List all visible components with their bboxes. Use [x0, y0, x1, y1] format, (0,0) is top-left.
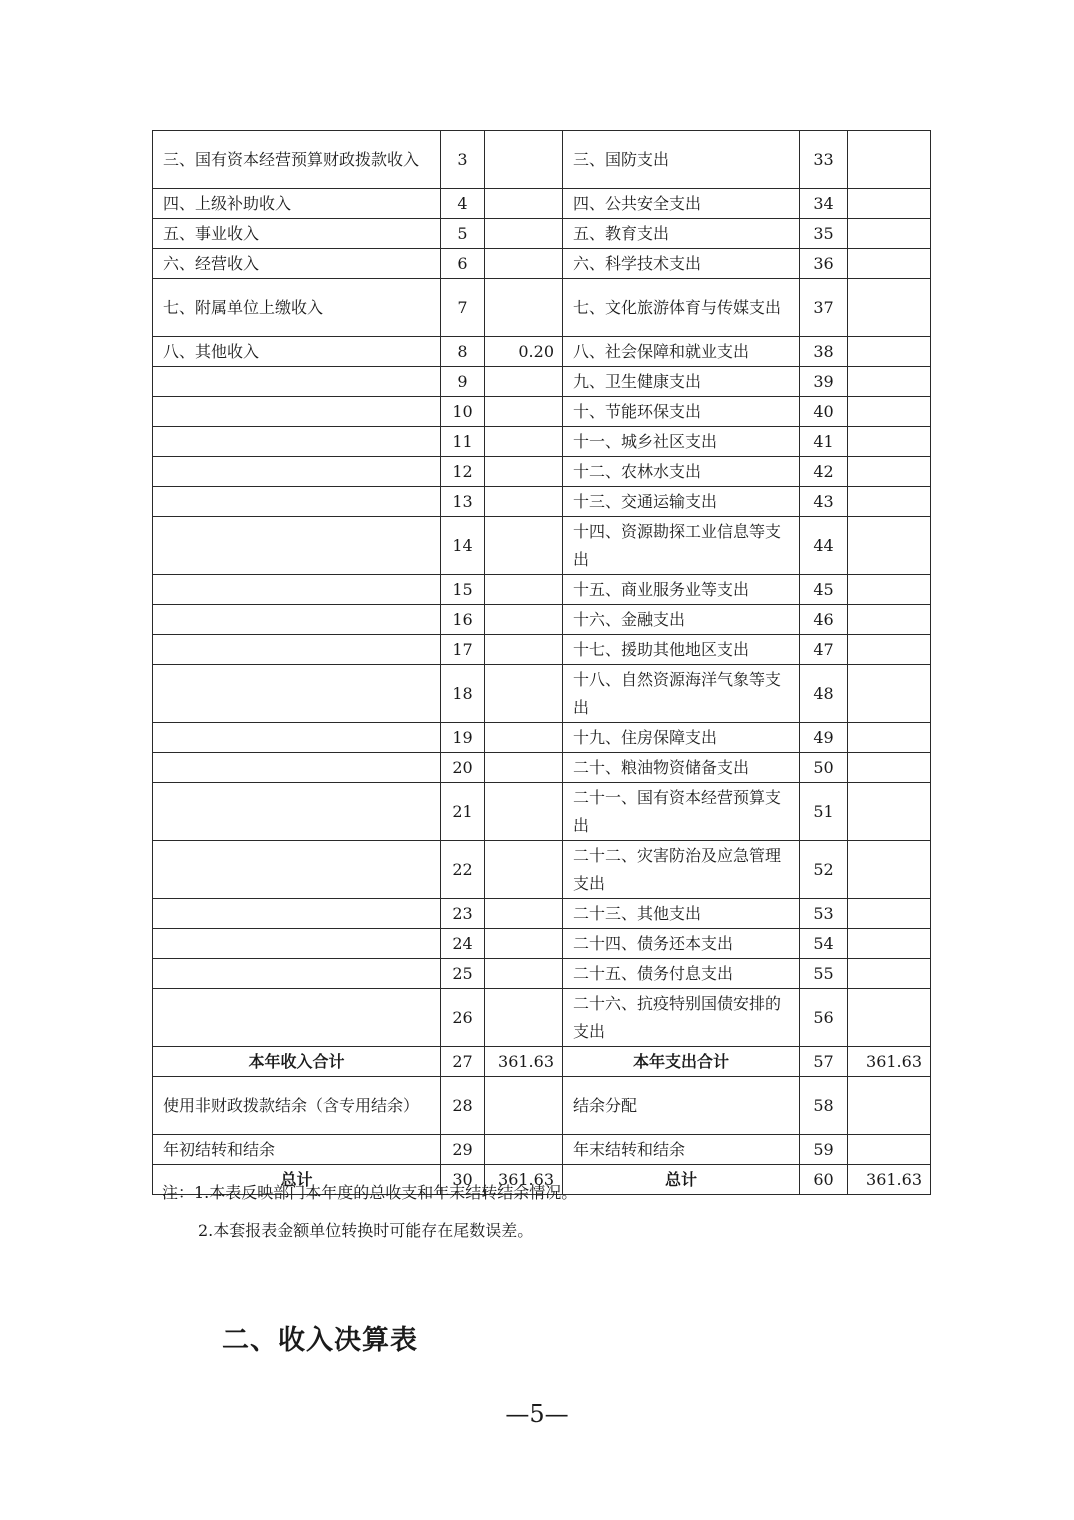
expense-amount-cell [848, 427, 931, 457]
expense-line-number-cell: 49 [800, 723, 848, 753]
income-item-cell: 八、其他收入 [153, 337, 441, 367]
income-line-number-cell: 25 [441, 959, 485, 989]
income-amount-cell [485, 1077, 563, 1135]
income-line-number-cell: 28 [441, 1077, 485, 1135]
income-item-cell [153, 517, 441, 575]
income-item-cell [153, 605, 441, 635]
expense-amount-cell [848, 249, 931, 279]
expense-line-number-cell: 40 [800, 397, 848, 427]
page-number: —5— [505, 1400, 569, 1428]
expense-item-cell: 九、卫生健康支出 [563, 367, 800, 397]
table-row [153, 899, 931, 929]
expense-item-cell: 二十三、其他支出 [563, 899, 800, 929]
expense-amount-cell: 361.63 [848, 1165, 931, 1195]
income-line-number-cell: 22 [441, 841, 485, 899]
income-amount-cell [485, 367, 563, 397]
income-line-number-cell: 3 [441, 131, 485, 189]
income-item-cell [153, 989, 441, 1047]
income-item-cell [153, 487, 441, 517]
expense-item-cell: 十二、农林水支出 [563, 457, 800, 487]
income-line-number-cell: 12 [441, 457, 485, 487]
table-row [153, 457, 931, 487]
table-row [153, 249, 931, 279]
expense-line-number-cell: 47 [800, 635, 848, 665]
income-item-cell [153, 841, 441, 899]
income-line-number-cell: 30 [441, 1165, 485, 1195]
income-item-cell [153, 427, 441, 457]
income-amount-cell: 361.63 [485, 1165, 563, 1195]
expense-item-cell: 十八、自然资源海洋气象等支出 [563, 665, 800, 723]
income-item-cell: 四、上级补助收入 [153, 189, 441, 219]
table-row [153, 989, 931, 1047]
expense-amount-cell [848, 841, 931, 899]
expense-amount-cell [848, 575, 931, 605]
table-body [153, 131, 931, 1195]
expense-item-cell: 十六、金融支出 [563, 605, 800, 635]
income-amount-cell [485, 959, 563, 989]
table-row [153, 219, 931, 249]
income-item-cell [153, 959, 441, 989]
income-line-number-cell: 23 [441, 899, 485, 929]
expense-line-number-cell: 42 [800, 457, 848, 487]
income-line-number-cell: 26 [441, 989, 485, 1047]
income-line-number-cell: 8 [441, 337, 485, 367]
income-item-cell [153, 635, 441, 665]
expense-amount-cell [848, 959, 931, 989]
expense-item-cell: 三、国防支出 [563, 131, 800, 189]
income-item-cell [153, 665, 441, 723]
income-amount-cell [485, 131, 563, 189]
table-row [153, 1135, 931, 1165]
expense-line-number-cell: 36 [800, 249, 848, 279]
expense-line-number-cell: 58 [800, 1077, 848, 1135]
income-item-cell: 七、附属单位上缴收入 [153, 279, 441, 337]
expense-line-number-cell: 59 [800, 1135, 848, 1165]
income-line-number-cell: 20 [441, 753, 485, 783]
expense-line-number-cell: 56 [800, 989, 848, 1047]
expense-line-number-cell: 43 [800, 487, 848, 517]
expense-item-cell: 二十五、债务付息支出 [563, 959, 800, 989]
income-amount-cell [485, 753, 563, 783]
table-row [153, 337, 931, 367]
table-row [153, 605, 931, 635]
expense-item-cell: 六、科学技术支出 [563, 249, 800, 279]
income-item-cell [153, 753, 441, 783]
table-row [153, 367, 931, 397]
expense-amount-cell [848, 753, 931, 783]
table-row [153, 841, 931, 899]
income-line-number-cell: 6 [441, 249, 485, 279]
income-line-number-cell: 4 [441, 189, 485, 219]
expense-item-cell: 十五、商业服务业等支出 [563, 575, 800, 605]
income-amount-cell [485, 575, 563, 605]
income-amount-cell [485, 723, 563, 753]
expense-line-number-cell: 44 [800, 517, 848, 575]
expense-item-cell: 年末结转和结余 [563, 1135, 800, 1165]
expense-line-number-cell: 48 [800, 665, 848, 723]
expense-line-number-cell: 34 [800, 189, 848, 219]
income-amount-cell [485, 783, 563, 841]
expense-line-number-cell: 37 [800, 279, 848, 337]
table-note-2: 2.本套报表金额单位转换时可能存在尾数误差。 [198, 1221, 534, 1240]
expense-line-number-cell: 54 [800, 929, 848, 959]
income-line-number-cell: 29 [441, 1135, 485, 1165]
expense-item-cell: 十、节能环保支出 [563, 397, 800, 427]
expense-amount-cell [848, 605, 931, 635]
expense-line-number-cell: 51 [800, 783, 848, 841]
expense-amount-cell [848, 131, 931, 189]
expense-item-cell: 二十二、灾害防治及应急管理支出 [563, 841, 800, 899]
expense-item-cell: 十四、资源勘探工业信息等支出 [563, 517, 800, 575]
expense-item-cell: 总计 [563, 1165, 800, 1195]
expense-amount-cell [848, 219, 931, 249]
expense-line-number-cell: 39 [800, 367, 848, 397]
expense-amount-cell [848, 517, 931, 575]
table-row [153, 517, 931, 575]
table-row [153, 1047, 931, 1077]
expense-amount-cell [848, 723, 931, 753]
income-line-number-cell: 27 [441, 1047, 485, 1077]
income-line-number-cell: 15 [441, 575, 485, 605]
income-amount-cell [485, 665, 563, 723]
income-amount-cell [485, 929, 563, 959]
income-item-cell: 本年收入合计 [153, 1047, 441, 1077]
expense-line-number-cell: 57 [800, 1047, 848, 1077]
income-amount-cell [485, 189, 563, 219]
expense-amount-cell [848, 337, 931, 367]
income-item-cell: 年初结转和结余 [153, 1135, 441, 1165]
expense-item-cell: 八、社会保障和就业支出 [563, 337, 800, 367]
income-item-cell [153, 929, 441, 959]
income-item-cell: 总计 [153, 1165, 441, 1195]
expense-item-cell: 十三、交通运输支出 [563, 487, 800, 517]
expense-amount-cell [848, 635, 931, 665]
table-row [153, 1077, 931, 1135]
income-amount-cell [485, 249, 563, 279]
income-item-cell: 三、国有资本经营预算财政拨款收入 [153, 131, 441, 189]
expense-line-number-cell: 35 [800, 219, 848, 249]
table-row [153, 929, 931, 959]
income-amount-cell [485, 605, 563, 635]
income-line-number-cell: 18 [441, 665, 485, 723]
income-amount-cell [485, 457, 563, 487]
expense-item-cell: 五、教育支出 [563, 219, 800, 249]
expense-amount-cell [848, 929, 931, 959]
income-amount-cell [485, 279, 563, 337]
income-line-number-cell: 9 [441, 367, 485, 397]
income-item-cell [153, 899, 441, 929]
income-line-number-cell: 11 [441, 427, 485, 457]
income-amount-cell [485, 427, 563, 457]
expense-amount-cell [848, 487, 931, 517]
table-row [153, 665, 931, 723]
income-item-cell [153, 457, 441, 487]
expense-line-number-cell: 53 [800, 899, 848, 929]
expense-line-number-cell: 52 [800, 841, 848, 899]
income-item-cell: 六、经营收入 [153, 249, 441, 279]
income-expense-table [152, 130, 931, 1195]
table-row [153, 783, 931, 841]
expense-amount-cell [848, 189, 931, 219]
income-amount-cell [485, 989, 563, 1047]
expense-line-number-cell: 60 [800, 1165, 848, 1195]
income-line-number-cell: 10 [441, 397, 485, 427]
expense-line-number-cell: 55 [800, 959, 848, 989]
expense-line-number-cell: 41 [800, 427, 848, 457]
expense-amount-cell [848, 1077, 931, 1135]
income-amount-cell [485, 635, 563, 665]
expense-amount-cell [848, 665, 931, 723]
expense-line-number-cell: 33 [800, 131, 848, 189]
income-amount-cell [485, 1135, 563, 1165]
expense-item-cell: 二十一、国有资本经营预算支出 [563, 783, 800, 841]
expense-line-number-cell: 38 [800, 337, 848, 367]
income-line-number-cell: 16 [441, 605, 485, 635]
income-item-cell [153, 575, 441, 605]
table-row [153, 397, 931, 427]
table-row [153, 427, 931, 457]
income-amount-cell: 361.63 [485, 1047, 563, 1077]
expense-amount-cell [848, 1135, 931, 1165]
expense-line-number-cell: 50 [800, 753, 848, 783]
table-row [153, 189, 931, 219]
income-amount-cell [485, 899, 563, 929]
table-row [153, 723, 931, 753]
income-item-cell [153, 397, 441, 427]
income-line-number-cell: 24 [441, 929, 485, 959]
income-line-number-cell: 7 [441, 279, 485, 337]
income-amount-cell [485, 397, 563, 427]
expense-line-number-cell: 45 [800, 575, 848, 605]
expense-item-cell: 十一、城乡社区支出 [563, 427, 800, 457]
table-row [153, 131, 931, 189]
income-item-cell [153, 723, 441, 753]
income-amount-cell [485, 841, 563, 899]
income-line-number-cell: 13 [441, 487, 485, 517]
table-note-1: 注：1.本表反映部门本年度的总收支和年末结转结余情况。 [162, 1183, 578, 1202]
income-amount-cell [485, 219, 563, 249]
expense-item-cell: 本年支出合计 [563, 1047, 800, 1077]
income-item-cell [153, 783, 441, 841]
expense-amount-cell [848, 989, 931, 1047]
expense-amount-cell: 361.63 [848, 1047, 931, 1077]
income-amount-cell [485, 487, 563, 517]
expense-item-cell: 十九、住房保障支出 [563, 723, 800, 753]
expense-amount-cell [848, 367, 931, 397]
expense-line-number-cell: 46 [800, 605, 848, 635]
table-row [153, 575, 931, 605]
table-row [153, 959, 931, 989]
income-item-cell: 五、事业收入 [153, 219, 441, 249]
table-row [153, 753, 931, 783]
income-line-number-cell: 14 [441, 517, 485, 575]
expense-amount-cell [848, 783, 931, 841]
income-amount-cell: 0.20 [485, 337, 563, 367]
income-line-number-cell: 21 [441, 783, 485, 841]
expense-item-cell: 二十四、债务还本支出 [563, 929, 800, 959]
expense-item-cell: 二十六、抗疫特别国债安排的支出 [563, 989, 800, 1047]
table-row [153, 635, 931, 665]
expense-amount-cell [848, 899, 931, 929]
income-line-number-cell: 5 [441, 219, 485, 249]
expense-amount-cell [848, 457, 931, 487]
expense-amount-cell [848, 279, 931, 337]
expense-amount-cell [848, 397, 931, 427]
income-item-cell: 使用非财政拨款结余（含专用结余） [153, 1077, 441, 1135]
income-line-number-cell: 17 [441, 635, 485, 665]
income-item-cell [153, 367, 441, 397]
expense-item-cell: 四、公共安全支出 [563, 189, 800, 219]
income-amount-cell [485, 517, 563, 575]
section-title: 二、收入决算表 [222, 1325, 418, 1356]
expense-item-cell: 结余分配 [563, 1077, 800, 1135]
expense-item-cell: 二十、粮油物资储备支出 [563, 753, 800, 783]
table-row [153, 279, 931, 337]
income-line-number-cell: 19 [441, 723, 485, 753]
expense-item-cell: 十七、援助其他地区支出 [563, 635, 800, 665]
table-row [153, 487, 931, 517]
expense-item-cell: 七、文化旅游体育与传媒支出 [563, 279, 800, 337]
